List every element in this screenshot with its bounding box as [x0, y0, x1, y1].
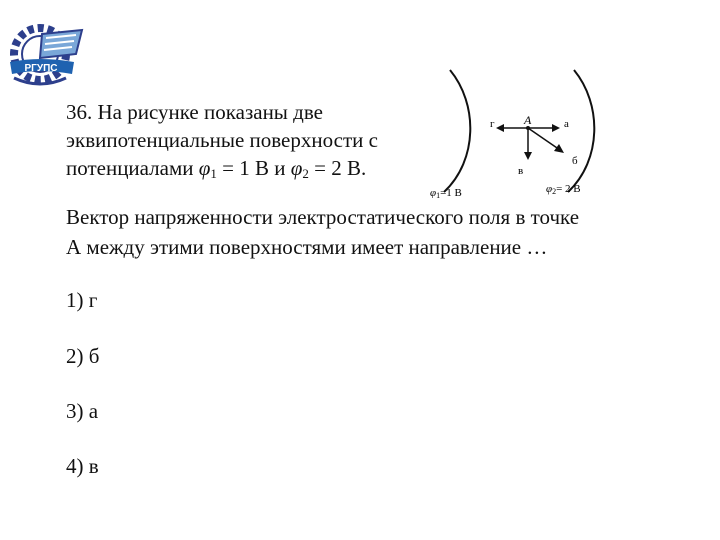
vector-b	[528, 128, 560, 150]
label-v: в	[518, 165, 524, 177]
equipotential-diagram	[424, 64, 610, 198]
arrowhead-g	[496, 124, 504, 132]
arrowhead-b	[554, 144, 564, 153]
phi-symbol: φ	[546, 183, 553, 195]
label-g: г	[490, 118, 495, 130]
phi1-label	[430, 187, 462, 198]
answer-option-3[interactable]: 3) а	[66, 399, 99, 423]
point-a-label: A	[524, 113, 532, 127]
equipotential-surface-1	[444, 70, 470, 192]
phi-subscript: 1	[436, 191, 441, 198]
phi2-value: = 2 В.	[308, 156, 367, 180]
question-block	[66, 98, 436, 188]
phi-symbol: φ	[290, 156, 303, 180]
description-line: Вектор напряженности электростатического поля в точке	[66, 205, 580, 229]
question-description	[66, 202, 716, 262]
phi-subscript: 2	[302, 166, 309, 181]
question-line: 36. На рисунке показаны две	[66, 100, 323, 124]
phi1-value: =1 В	[440, 187, 462, 198]
university-logo	[4, 16, 86, 92]
label-a: а	[564, 118, 569, 130]
answer-option-2[interactable]: 2) б	[66, 344, 100, 368]
arrowhead-a	[552, 124, 560, 132]
phi-symbol: φ	[430, 187, 437, 198]
logo-text: РГУПС	[24, 63, 58, 74]
question-line-potentials	[66, 154, 436, 188]
phi-subscript: 2	[552, 187, 557, 196]
phi2-label	[546, 183, 581, 196]
label-b: б	[572, 155, 578, 167]
question-line: эквипотенциальные поверхности с	[66, 128, 378, 152]
phi2-value: = 2 В	[556, 183, 581, 195]
question-text: потенциалами	[66, 156, 199, 180]
equipotential-surface-2	[568, 70, 594, 192]
phi-subscript: 1	[210, 166, 217, 181]
description-line: А между этими поверхностями имеет направление …	[66, 235, 548, 259]
arrowhead-v	[524, 152, 532, 160]
phi1-value: = 1 В и	[216, 156, 291, 180]
answer-option-4[interactable]: 4) в	[66, 454, 99, 478]
answer-option-1[interactable]: 1) г	[66, 288, 98, 312]
phi-symbol: φ	[198, 156, 211, 180]
